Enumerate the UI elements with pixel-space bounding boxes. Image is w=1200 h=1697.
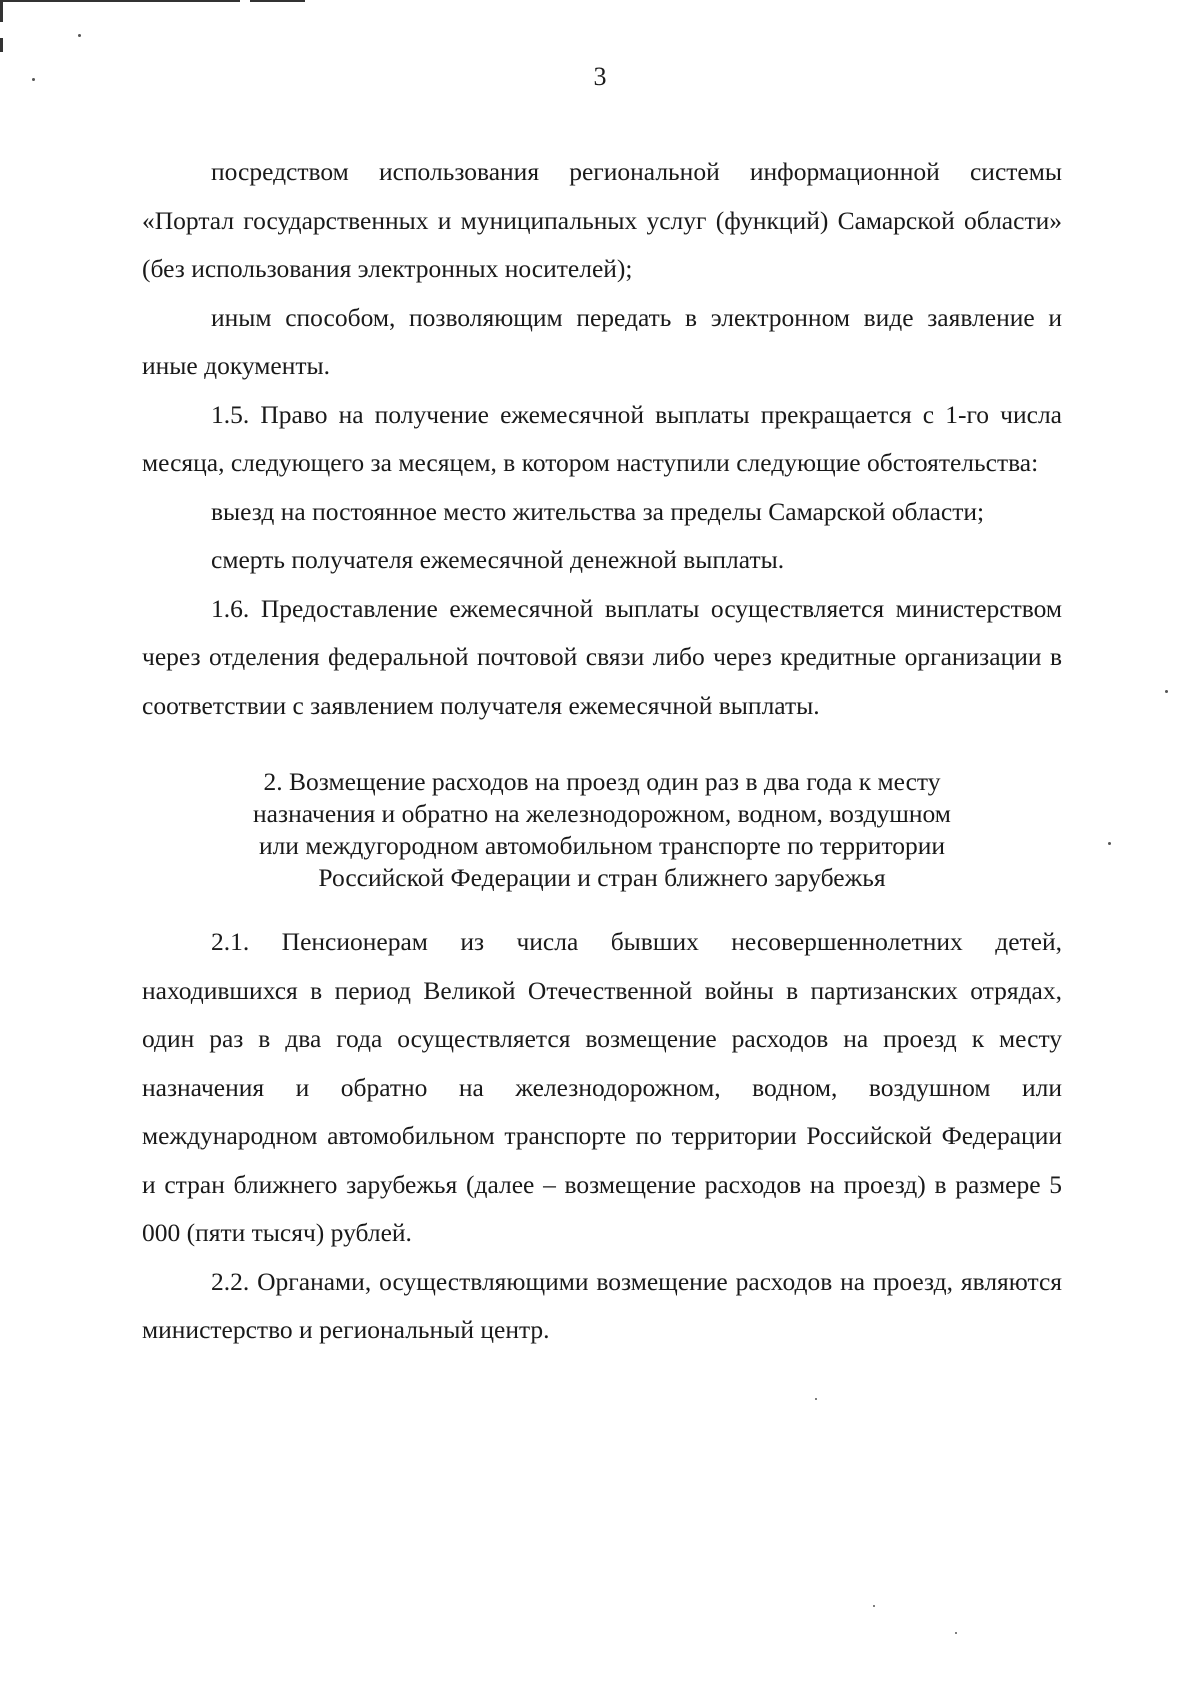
- page-number: 3: [593, 62, 607, 91]
- scan-speck: [1165, 690, 1168, 693]
- heading-line: назначения и обратно на железнодорожном, водном, воздушном: [253, 799, 951, 828]
- scan-speck: [815, 1398, 817, 1400]
- scan-speck: [78, 34, 81, 37]
- document-body: [142, 148, 1062, 1355]
- paragraph-2-2: 2.2. Органами, осуществляющими возмещение расходов на проезд, являются министерство и региональный центр.: [142, 1266, 1062, 1344]
- paragraph-portal: посредством использования региональной информационной системы «Портал государственных и муниципальных услуг (функций) Самарской области» (без использования электронных носителей);: [142, 157, 1062, 283]
- scan-speck: [873, 1605, 875, 1607]
- paragraph-death: смерть получателя ежемесячной денежной выплаты.: [211, 545, 785, 574]
- scan-edge-line: [0, 0, 240, 2]
- paragraph-relocation: выезд на постоянное место жительства за пределы Самарской области;: [211, 496, 985, 526]
- paragraph-1-6: 1.6. Предоставление ежемесячной выплаты осуществляется министерством через отделения федеральной почтовой связи либо через кредитные организации в соответствии с заявлением получателя ежемесячной выплаты.: [142, 593, 1062, 720]
- heading-line: 2. Возмещение расходов на проезд один раз в два года к месту: [263, 767, 941, 796]
- scan-speck: [1108, 842, 1111, 845]
- paragraph-2-1: 2.1. Пенсионерам из числа бывших несовершеннолетних детей, находившихся в период Великой Отечественной войны в партизанских отрядах, один раз в два года осуществляется возмещение расходов на проезд к месту назначения и обратно на железнодорожном, водном, воздушном или международном автомобильном транспорте по территории Российской Федерации и стран ближнего зарубежья (далее – возмещение расходов на проезд) в размере 5 000 (пяти тысяч) рублей.: [142, 927, 1062, 1247]
- section-2-heading: [142, 766, 1062, 894]
- paragraph-1-5: 1.5. Право на получение ежемесячной выплаты прекращается с 1-го числа месяца, следующего за месяцем, в котором наступили следующие обстоятельства:: [142, 399, 1062, 477]
- heading-line: или междугородном автомобильном транспорте по территории: [258, 831, 946, 860]
- paragraph-other-method: иным способом, позволяющим передать в электронном виде заявление и иные документы.: [142, 302, 1062, 380]
- scan-edge-line: [250, 0, 305, 2]
- scan-edge-mark: [0, 38, 3, 52]
- heading-line: Российской Федерации и стран ближнего зарубежья: [318, 863, 886, 892]
- scan-edge-mark: [0, 0, 3, 22]
- scan-speck: [955, 1632, 957, 1634]
